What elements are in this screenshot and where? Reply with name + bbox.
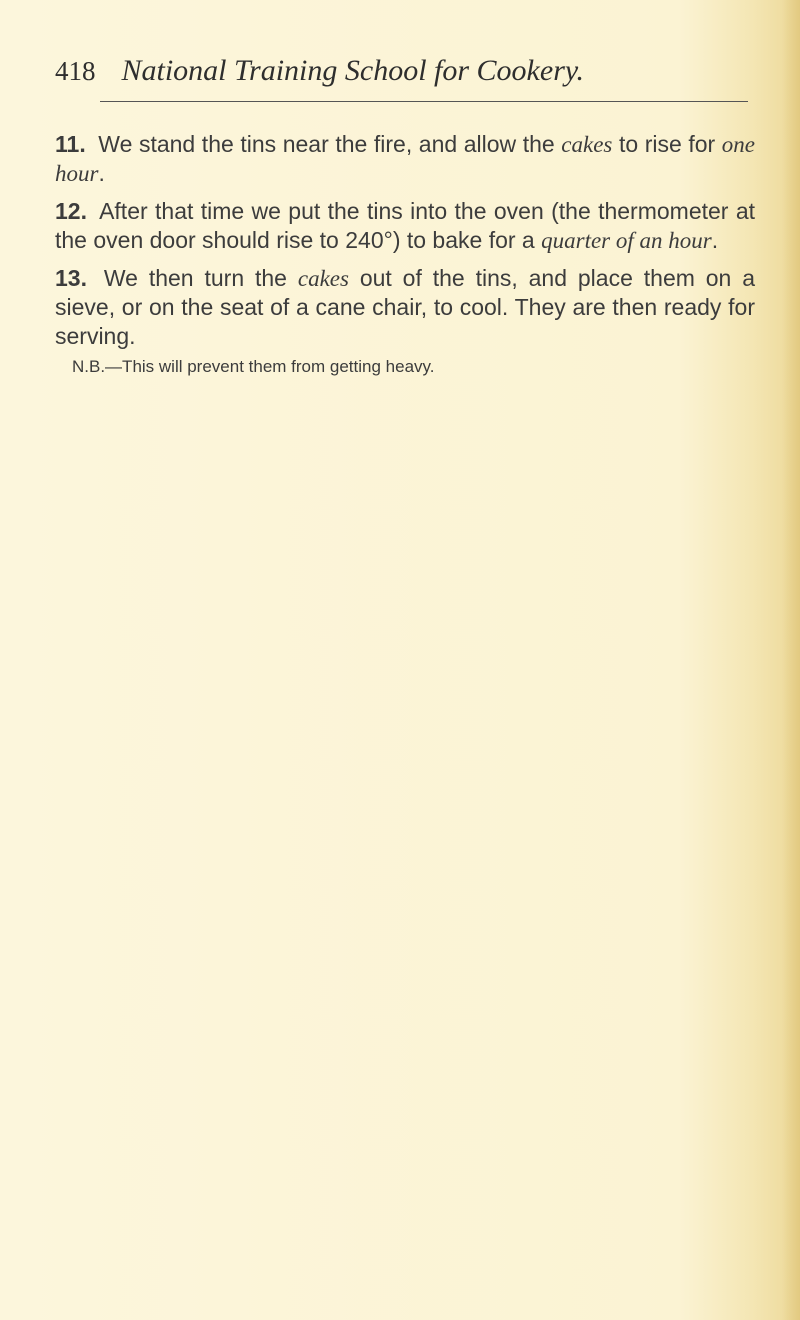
paragraph-text: . bbox=[98, 160, 105, 186]
italic-text: cakes bbox=[297, 266, 349, 291]
footnote: N.B.—This will prevent them from getting heavy. bbox=[72, 357, 435, 376]
paragraph-text: . bbox=[711, 227, 719, 253]
paragraph-12 bbox=[55, 197, 755, 255]
paragraph-text: We stand the tins near the fire, and allow the bbox=[98, 131, 562, 157]
running-header bbox=[55, 54, 755, 98]
paragraph-text: We then turn the bbox=[103, 265, 298, 291]
step-number: 13. bbox=[55, 265, 87, 291]
header-rule bbox=[100, 101, 748, 102]
italic-text: quarter of an hour bbox=[541, 228, 712, 253]
italic-text: cakes bbox=[561, 132, 613, 157]
paragraph-text: to rise for bbox=[612, 131, 722, 157]
paragraph-text: out of the tins, and place them on a sieve, or on the seat of a cane chair, to cool. They are then ready for serving. bbox=[55, 265, 756, 349]
italic-text: one hour bbox=[55, 132, 755, 186]
running-title: National Training School for Cookery. bbox=[121, 54, 585, 87]
page-edge-stain bbox=[782, 0, 800, 1320]
paragraph-11 bbox=[55, 130, 755, 188]
page-number: 418 bbox=[55, 56, 96, 86]
step-number: 12. bbox=[55, 198, 87, 224]
paragraph-text: After that time we put the tins into the oven (the thermometer at the oven door should rise to 240°) to bake for a bbox=[55, 198, 755, 253]
paragraph-13 bbox=[55, 264, 755, 351]
instructions-body bbox=[55, 130, 755, 378]
step-number: 11. bbox=[55, 131, 86, 157]
